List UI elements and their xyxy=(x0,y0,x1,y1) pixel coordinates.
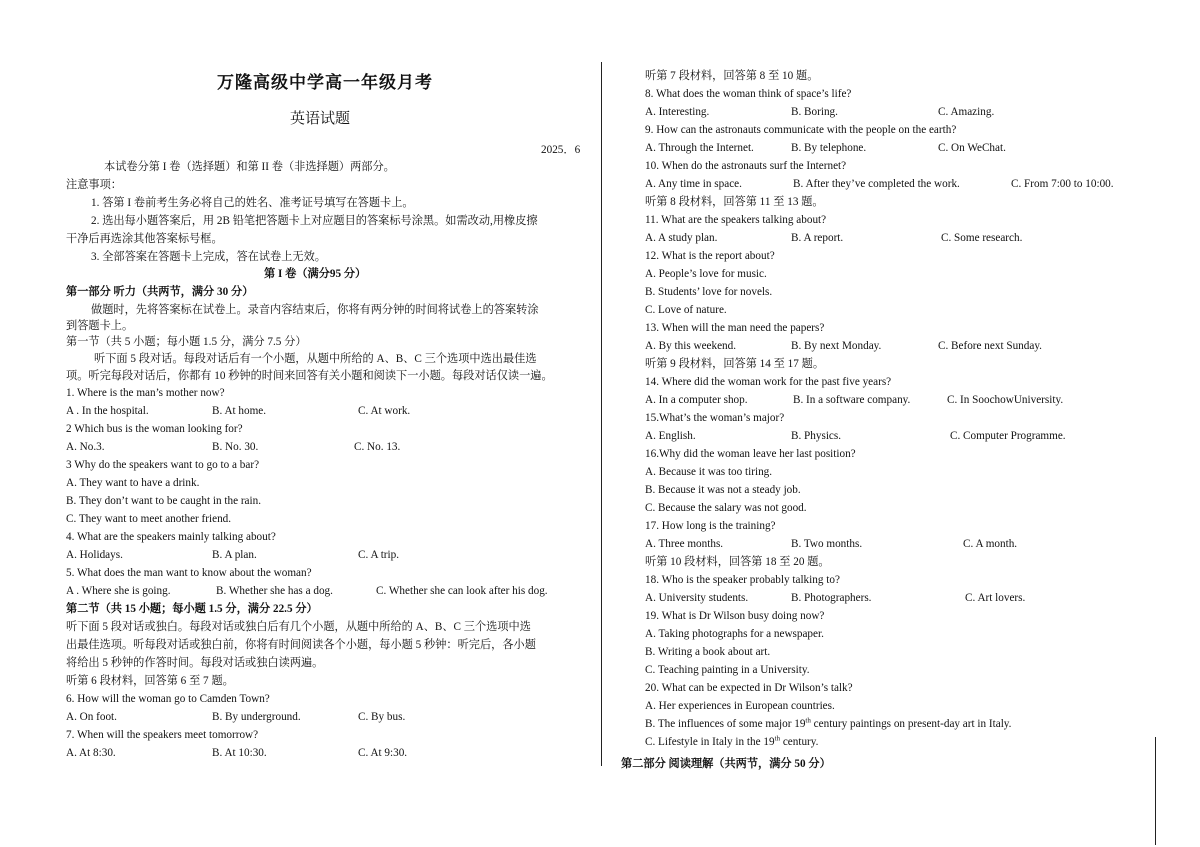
question-1-stem: 1. Where is the man’s mother now? xyxy=(66,387,225,399)
note-3: 3. 全部答案在答题卡上完成，答在试卷上无效。 xyxy=(91,251,326,263)
question-11-option-a: A. A study plan. xyxy=(645,232,718,244)
part-1-instruction-cont: 到答题卡上。 xyxy=(66,320,134,332)
question-12-option-c: C. Love of nature. xyxy=(645,304,727,316)
question-17-option-a: A. Three months. xyxy=(645,538,724,550)
question-18-stem: 18. Who is the speaker probably talking to? xyxy=(645,574,840,586)
question-3-option-c: C. They want to meet another friend. xyxy=(66,513,232,525)
question-16-stem: 16.Why did the woman leave her last position? xyxy=(645,448,856,460)
question-6-option-c: C. By bus. xyxy=(358,711,406,723)
material-7-heading: 听第 7 段材料，回答第 8 至 10 题。 xyxy=(645,70,819,82)
question-14-option-b: B. In a software company. xyxy=(793,394,911,406)
question-4-option-a: A. Holidays. xyxy=(66,549,123,561)
question-5-option-c: C. Whether she can look after his dog. xyxy=(376,585,548,597)
question-5-option-a: A . Where she is going. xyxy=(66,585,171,597)
question-2-option-c: C. No. 13. xyxy=(354,441,401,453)
question-3-stem: 3 Why do the speakers want to go to a bar? xyxy=(66,459,260,471)
question-11-stem: 11. What are the speakers talking about? xyxy=(645,214,827,226)
notes-heading: 注意事项： xyxy=(66,179,122,191)
question-6-option-b: B. By underground. xyxy=(212,711,301,723)
question-16-option-c: C. Because the salary was not good. xyxy=(645,502,807,514)
question-13-option-b: B. By next Monday. xyxy=(791,340,882,352)
section-2-instruction: 听下面 5 段对话或独白。每段对话或独白后有几个小题，从题中所给的 A、B、C 三个选项中选 xyxy=(66,621,531,633)
question-3-option-a: A. They want to have a drink. xyxy=(66,477,200,489)
question-5-stem: 5. What does the man want to know about the woman? xyxy=(66,567,312,579)
section-2-heading: 第二节（共 15 小题；每小题 1.5 分，满分 22.5 分） xyxy=(66,603,318,615)
section-2-instruction-cont: 出最佳选项。听每段对话或独白前，你将有时间阅读各个小题，每小题 5 秒钟：听完后，各小题 xyxy=(66,639,536,651)
question-12-stem: 12. What is the report about? xyxy=(645,250,775,262)
question-19-stem: 19. What is Dr Wilson busy doing now? xyxy=(645,610,825,622)
question-17-stem: 17. How long is the training? xyxy=(645,520,776,532)
section-2-instruction-end: 将给出 5 秒钟的作答时间。每段对话或独白读两遍。 xyxy=(66,657,324,669)
question-5-option-b: B. Whether she has a dog. xyxy=(216,585,333,597)
question-8-option-a: A. Interesting. xyxy=(645,106,710,118)
question-4-option-b: B. A plan. xyxy=(212,549,257,561)
question-7-option-b: B. At 10:30. xyxy=(212,747,267,759)
question-17-option-c: C. A month. xyxy=(963,538,1018,550)
note-2: 2. 选出每小题答案后，用 2B 铅笔把答题卡上对应题目的答案标号涂黑。如需改动,用橡皮擦 xyxy=(91,215,538,227)
question-1-option-b: B. At home. xyxy=(212,405,267,417)
question-18-option-c: C. Art lovers. xyxy=(965,592,1026,604)
volume-1-title: 第 I 卷（满分95 分） xyxy=(264,268,367,280)
question-15-option-c: C. Computer Programme. xyxy=(950,430,1066,442)
note-2-cont: 干净后再选涂其他答案标号框。 xyxy=(66,233,223,245)
question-10-stem: 10. When do the astronauts surf the Internet? xyxy=(645,160,847,172)
question-20-option-b: B. The influences of some major 19th century paintings on present-day art in Italy. xyxy=(645,716,1012,730)
question-19-option-b: B. Writing a book about art. xyxy=(645,646,771,658)
question-20-stem: 20. What can be expected in Dr Wilson’s talk? xyxy=(645,682,853,694)
question-4-option-c: C. A trip. xyxy=(358,549,400,561)
question-1-option-c: C. At work. xyxy=(358,405,411,417)
margin-line xyxy=(1155,737,1156,845)
material-8-heading: 听第 8 段材料，回答第 11 至 13 题。 xyxy=(645,196,824,208)
question-10-option-a: A. Any time in space. xyxy=(645,178,742,190)
question-1-option-a: A . In the hospital. xyxy=(66,405,149,417)
question-15-option-b: B. Physics. xyxy=(791,430,842,442)
material-6-heading: 听第 6 段材料，回答第 6 至 7 题。 xyxy=(66,675,234,687)
question-8-option-b: B. Boring. xyxy=(791,106,838,118)
question-8-option-c: C. Amazing. xyxy=(938,106,995,118)
composition-note: 本试卷分第 I 卷（选择题）和第 II 卷（非选择题）两部分。 xyxy=(104,161,395,173)
question-8-stem: 8. What does the woman think of space’s life? xyxy=(645,88,852,100)
question-9-option-c: C. On WeChat. xyxy=(938,142,1006,154)
question-12-option-a: A. People’s love for music. xyxy=(645,268,767,280)
question-12-option-b: B. Students’ love for novels. xyxy=(645,286,773,298)
question-2-option-a: A. No.3. xyxy=(66,441,105,453)
question-16-option-a: A. Because it was too tiring. xyxy=(645,466,773,478)
question-18-option-a: A. University students. xyxy=(645,592,749,604)
question-14-stem: 14. Where did the woman work for the past five years? xyxy=(645,376,892,388)
question-7-option-c: C. At 9:30. xyxy=(358,747,408,759)
note-1: 1. 答第 I 卷前考生务必将自己的姓名、准考证号填写在答题卡上。 xyxy=(91,197,414,209)
question-3-option-b: B. They don’t want to be caught in the rain. xyxy=(66,495,262,507)
question-9-option-b: B. By telephone. xyxy=(791,142,867,154)
question-7-option-a: A. At 8:30. xyxy=(66,747,116,759)
part-1-heading: 第一部分 听力（共两节，满分 30 分） xyxy=(66,286,254,298)
school-title: 万隆高级中学高一年级月考 xyxy=(217,73,433,92)
section-1-heading: 第一节（共 5 小题；每小题 1.5 分，满分 7.5 分） xyxy=(66,336,307,348)
question-13-option-a: A. By this weekend. xyxy=(645,340,737,352)
question-6-option-a: A. On foot. xyxy=(66,711,117,723)
question-4-stem: 4. What are the speakers mainly talking about? xyxy=(66,531,276,543)
question-13-option-c: C. Before next Sunday. xyxy=(938,340,1042,352)
question-14-option-a: A. In a computer shop. xyxy=(645,394,748,406)
section-1-instruction: 听下面 5 段对话。每段对话后有一个小题，从题中所给的 A、B、C 三个选项中选出最佳选 xyxy=(94,353,537,365)
question-6-stem: 6. How will the woman go to Camden Town? xyxy=(66,693,270,705)
column-divider xyxy=(601,62,602,766)
question-7-stem: 7. When will the speakers meet tomorrow? xyxy=(66,729,259,741)
question-18-option-b: B. Photographers. xyxy=(791,592,872,604)
question-10-option-c: C. From 7:00 to 10:00. xyxy=(1011,178,1114,190)
question-20-option-a: A. Her experiences in European countries. xyxy=(645,700,835,712)
question-9-stem: 9. How can the astronauts communicate with the people on the earth? xyxy=(645,124,957,136)
subject-title: 英语试题 xyxy=(290,111,351,127)
question-15-stem: 15.What’s the woman’s major? xyxy=(645,412,785,424)
question-11-option-c: C. Some research. xyxy=(941,232,1023,244)
question-20-option-c: C. Lifestyle in Italy in the 19th century. xyxy=(645,734,819,748)
section-1-instruction-cont: 项。听完每段对话后，你都有 10 秒钟的时间来回答有关小题和阅读下一小题。每段对话仅读一遍。 xyxy=(66,370,553,382)
material-9-heading: 听第 9 段材料，回答第 14 至 17 题。 xyxy=(645,358,825,370)
material-10-heading: 听第 10 段材料，回答第 18 至 20 题。 xyxy=(645,556,830,568)
exam-date: 2025．6 xyxy=(541,144,581,156)
question-14-option-c: C. In SoochowUniversity. xyxy=(947,394,1064,406)
question-10-option-b: B. After they’ve completed the work. xyxy=(793,178,960,190)
question-15-option-a: A. English. xyxy=(645,430,696,442)
question-9-option-a: A. Through the Internet. xyxy=(645,142,754,154)
question-19-option-c: C. Teaching painting in a University. xyxy=(645,664,810,676)
question-13-stem: 13. When will the man need the papers? xyxy=(645,322,825,334)
question-2-option-b: B. No. 30. xyxy=(212,441,259,453)
question-16-option-b: B. Because it was not a steady job. xyxy=(645,484,801,496)
question-17-option-b: B. Two months. xyxy=(791,538,863,550)
part-2-heading: 第二部分 阅读理解（共两节，满分 50 分） xyxy=(621,758,831,770)
question-11-option-b: B. A report. xyxy=(791,232,844,244)
question-19-option-a: A. Taking photographs for a newspaper. xyxy=(645,628,824,640)
part-1-instruction: 做题时，先将答案标在试卷上。录音内容结束后，你将有两分钟的时间将试卷上的答案转涂 xyxy=(91,304,539,316)
question-2-stem: 2 Which bus is the woman looking for? xyxy=(66,423,243,435)
